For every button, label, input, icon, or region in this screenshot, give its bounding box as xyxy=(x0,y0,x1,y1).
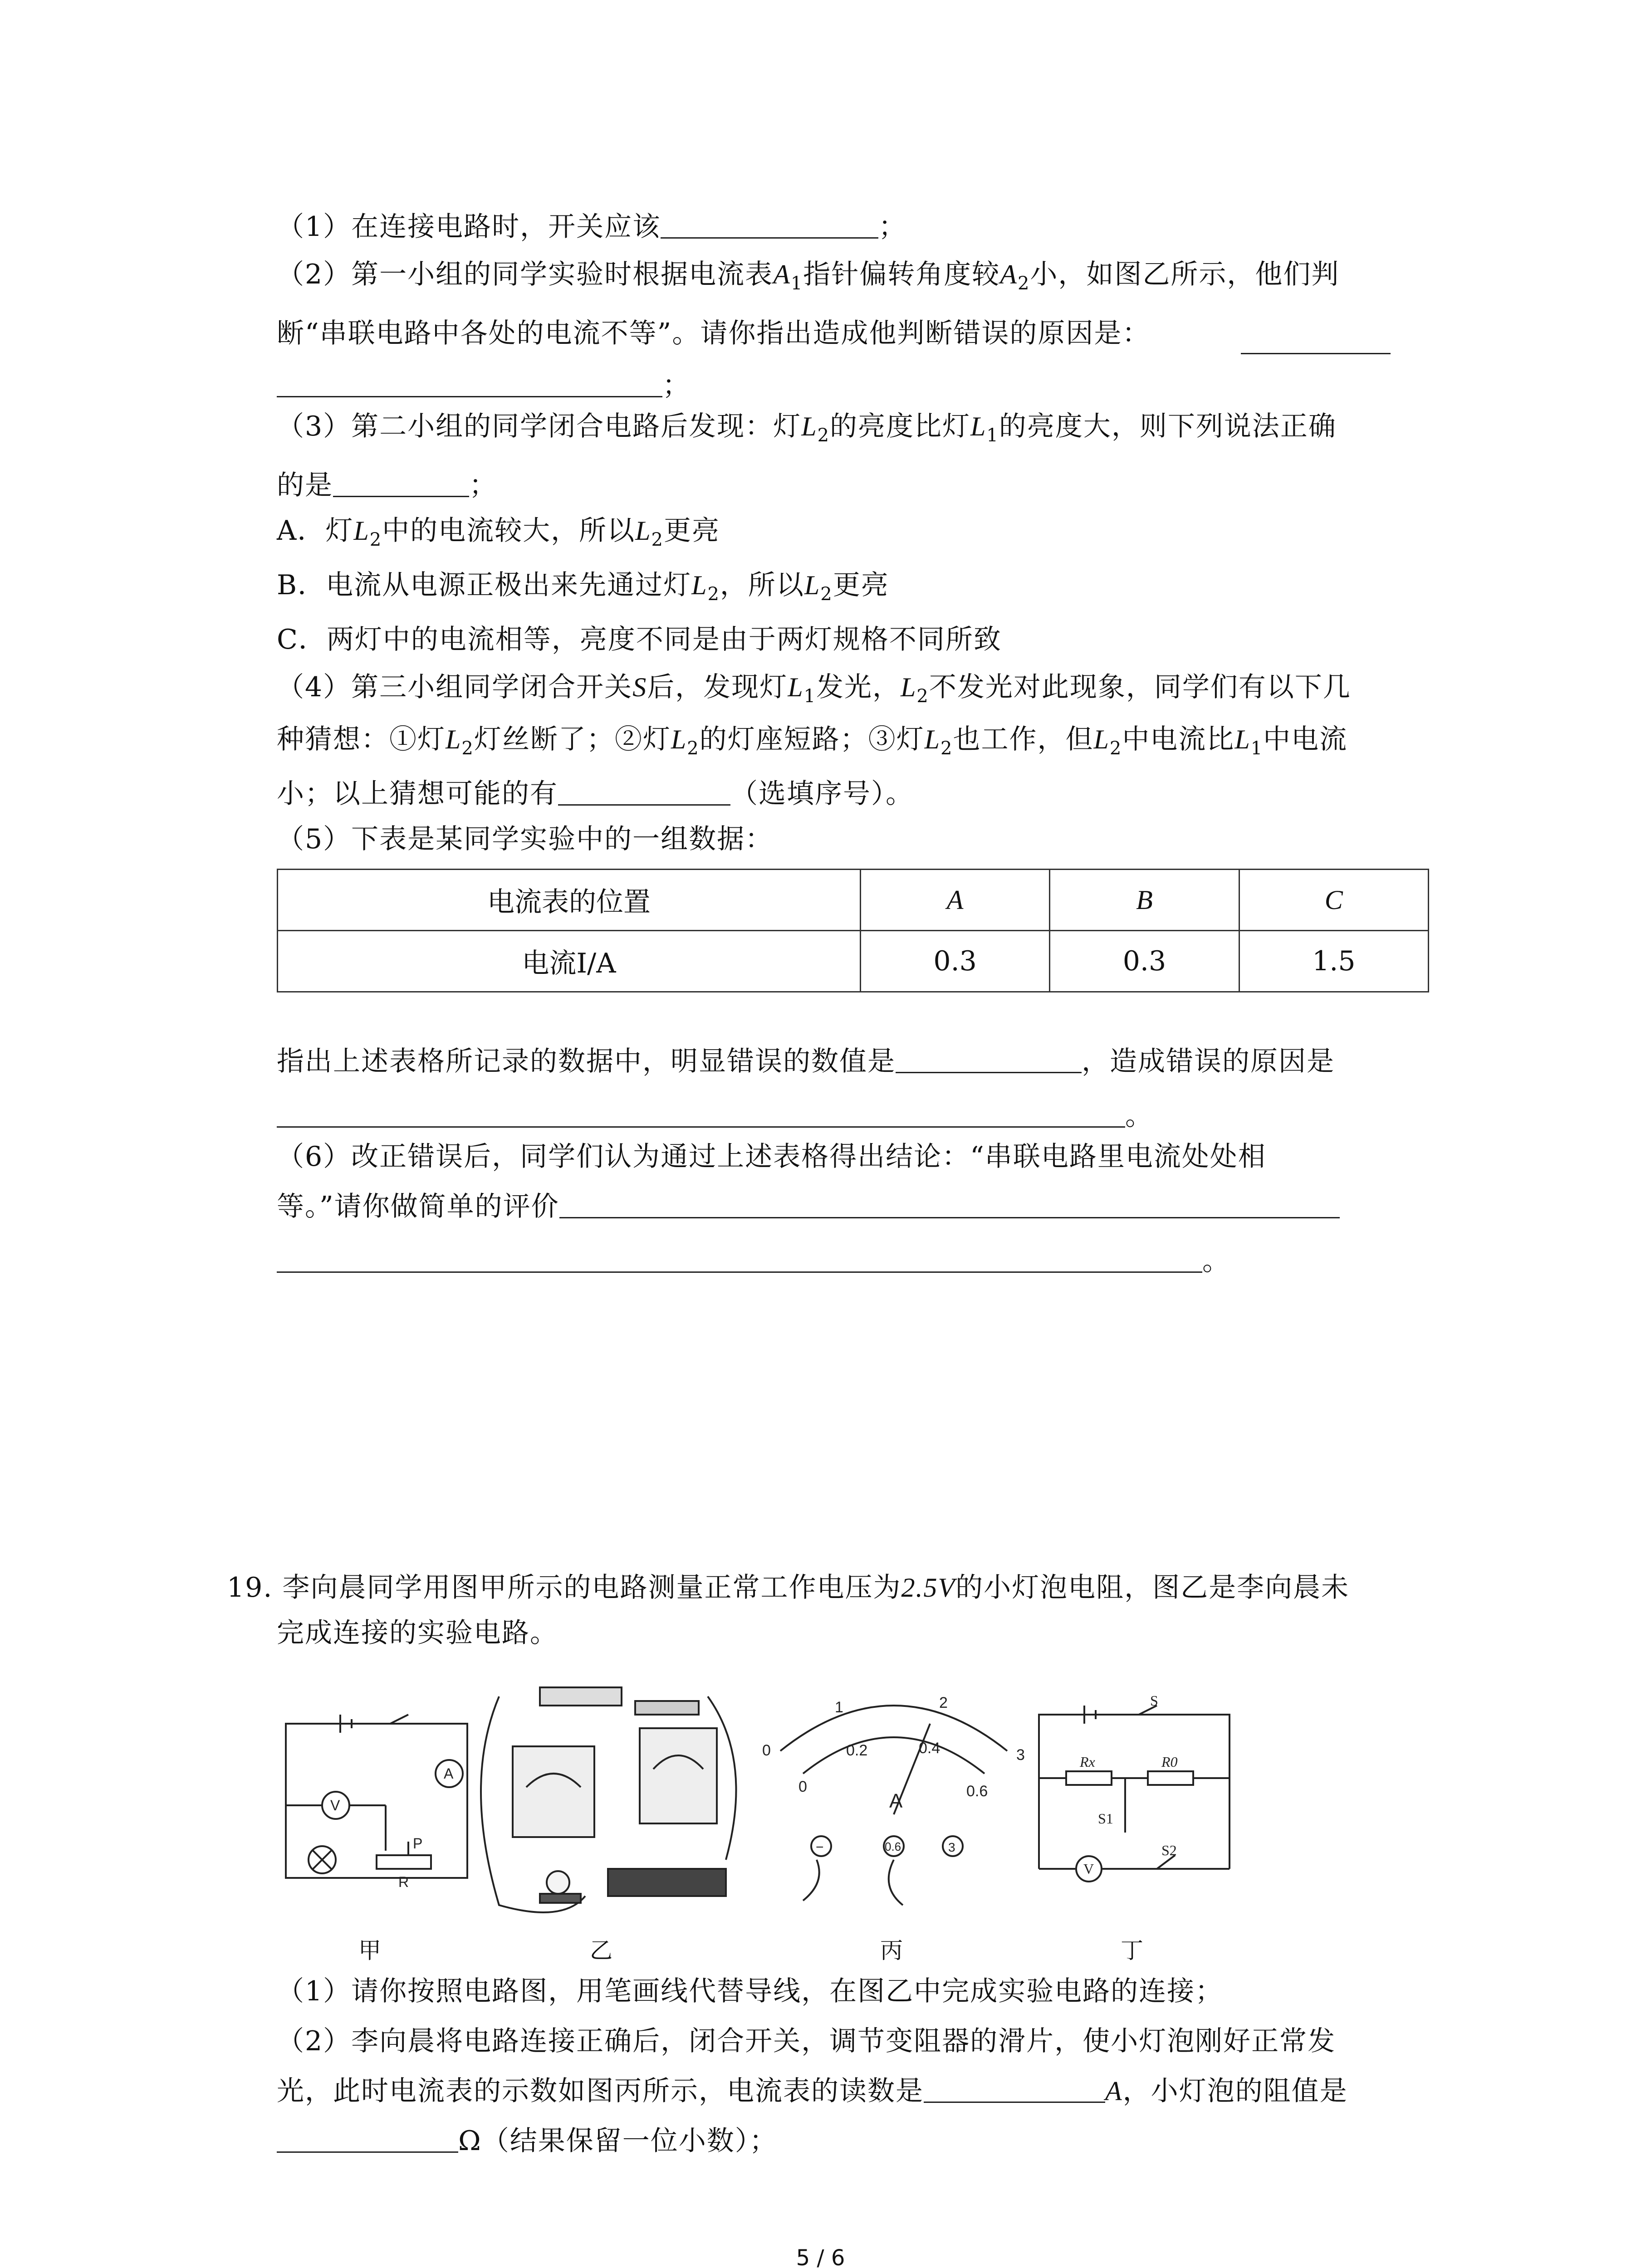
svg-text:A: A xyxy=(444,1765,454,1782)
q19-stem-line1: 19. 李向晨同学用图甲所示的电路测量正常工作电压为2.5V的小灯泡电阻，图乙是李向晨未 xyxy=(227,1572,1350,1603)
figure-label-bing: 丙 xyxy=(880,1937,903,1964)
table-header-cell: C xyxy=(1239,870,1428,931)
q18-part6-line1: （6）改正错误后，同学们认为通过上述表格得出结论：“串联电路里电流处处相 xyxy=(277,1141,1266,1173)
svg-text:0.4: 0.4 xyxy=(919,1740,941,1757)
q18-part1: （1）在连接电路时，开关应该 ； xyxy=(277,211,907,243)
svg-text:−: − xyxy=(816,1840,824,1855)
q18-part6-line2: 等。”请你做简单的评价 xyxy=(277,1188,1340,1225)
q19-part1: （1）请你按照电路图，用笔画线代替导线，在图乙中完成实验电路的连接； xyxy=(277,1975,1224,2007)
table-row xyxy=(278,931,1429,992)
q18-part5: （5）下表是某同学实验中的一组数据： xyxy=(277,823,774,855)
answer-blank[interactable] xyxy=(277,2125,458,2153)
answer-blank[interactable] xyxy=(1241,327,1391,354)
svg-text:S2: S2 xyxy=(1161,1842,1177,1858)
svg-text:0.6: 0.6 xyxy=(885,1840,901,1853)
figure-label-jia: 甲 xyxy=(358,1937,381,1964)
page-number: 5 / 6 xyxy=(796,2245,845,2268)
svg-text:P: P xyxy=(413,1835,423,1852)
answer-blank[interactable] xyxy=(558,778,730,806)
table-cell: 0.3 xyxy=(1050,931,1239,992)
svg-text:0: 0 xyxy=(798,1778,807,1795)
svg-text:3: 3 xyxy=(1016,1746,1025,1764)
svg-text:S1: S1 xyxy=(1098,1810,1113,1827)
svg-text:V: V xyxy=(330,1797,340,1813)
q18-part4-line3: 小；以上猜想可能的有 （选填序号）。 xyxy=(277,778,914,810)
svg-text:0.2: 0.2 xyxy=(846,1742,868,1759)
svg-text:A: A xyxy=(889,1790,903,1812)
q19-part2-line3: Ω（结果保留一位小数）； xyxy=(277,2123,778,2159)
answer-blank[interactable] xyxy=(277,1245,1202,1273)
table-header-cell: A xyxy=(860,870,1049,931)
q18-part2-line2: 断“串联电路中各处的电流不等”。请你指出造成他判断错误的原因是： xyxy=(277,318,1151,349)
table-header-cell: 电流表的位置 xyxy=(278,870,861,931)
svg-text:2: 2 xyxy=(939,1694,948,1711)
q18-option-a: A．灯$L_2$中的电流较大，所以$L_2$更亮 xyxy=(277,515,720,550)
q19-part2-line1: （2）李向晨将电路连接正确后，闭合开关，调节变阻器的滑片，使小灯泡刚好正常发 xyxy=(277,2025,1336,2057)
svg-text:R: R xyxy=(398,1874,409,1890)
q18-option-b: B．电流从电源正极出来先通过灯$L_2$，所以$L_2$更亮 xyxy=(277,569,889,605)
answer-blank[interactable] xyxy=(924,2075,1105,2103)
q18-part5-question: 指出上述表格所记录的数据中，明显错误的数值是 ，造成错误的原因是 xyxy=(277,1046,1335,1077)
answer-blank[interactable] xyxy=(277,1100,1125,1128)
q18-part5-answer-line: 。 xyxy=(277,1098,1153,1134)
svg-text:Rx: Rx xyxy=(1080,1754,1095,1770)
answer-blank[interactable] xyxy=(661,211,878,239)
svg-text:0: 0 xyxy=(762,1742,771,1759)
answer-blank[interactable] xyxy=(333,469,469,497)
q18-part4-line1: （4）第三小组同学闭合开关S后，发现灯$L_1$发光，$L_2$不发光对此现象，同学们有以下几 xyxy=(277,671,1351,707)
figure-label-yi: 乙 xyxy=(590,1937,612,1964)
q18-part3-line1: （3）第二小组的同学闭合电路后发现：灯$L_2$的亮度比灯$L_1$的亮度大，则下列说法正确 xyxy=(277,411,1337,446)
figure-label-ding: 丁 xyxy=(1121,1937,1143,1964)
q18-part2-line3: ； xyxy=(277,367,691,404)
svg-text:R0: R0 xyxy=(1161,1754,1178,1770)
table-header-cell: B xyxy=(1050,870,1239,931)
svg-text:0.6: 0.6 xyxy=(966,1783,988,1800)
data-table xyxy=(277,869,1429,992)
svg-text:S: S xyxy=(1150,1692,1158,1709)
answer-blank[interactable] xyxy=(896,1046,1082,1073)
circuit-diagram-ding xyxy=(1030,1669,1243,1923)
table-cell: 0.3 xyxy=(860,931,1049,992)
circuit-diagram-jia xyxy=(272,1669,490,1923)
q18-option-c: C．两灯中的电流相等，亮度不同是由于两灯规格不同所致 xyxy=(277,624,1002,655)
q18-part6-line3: 。 xyxy=(277,1243,1230,1279)
q18-part4-line2: 种猜想：①灯$L_2$灯丝断了；②灯$L_2$的灯座短路；③灯$L_2$也工作，但$L_2$中电流比$L_1$中电流 xyxy=(277,723,1348,759)
q18-part3-line2: 的是 ； xyxy=(277,469,497,501)
q19-part2-line2: 光，此时电流表的示数如图丙所示，电流表的读数是 A，小灯泡的阻值是 xyxy=(277,2075,1348,2107)
q18-part2-line1: （2）第一小组的同学实验时根据电流表$A_1$指针偏转角度较$A_2$小，如图乙所示，他们判 xyxy=(277,259,1340,294)
answer-blank[interactable] xyxy=(559,1191,1340,1218)
svg-text:V: V xyxy=(1083,1861,1094,1877)
table-cell: 1.5 xyxy=(1239,931,1428,992)
table-cell: 电流I/A xyxy=(278,931,861,992)
ammeter-dial-bing xyxy=(753,1669,1034,1923)
answer-blank[interactable] xyxy=(277,370,662,397)
q19-stem-line2: 完成连接的实验电路。 xyxy=(277,1617,558,1649)
svg-text:1: 1 xyxy=(835,1699,843,1716)
apparatus-photo-yi xyxy=(472,1669,753,1923)
table-row xyxy=(278,870,1429,931)
svg-text:3: 3 xyxy=(948,1840,955,1854)
